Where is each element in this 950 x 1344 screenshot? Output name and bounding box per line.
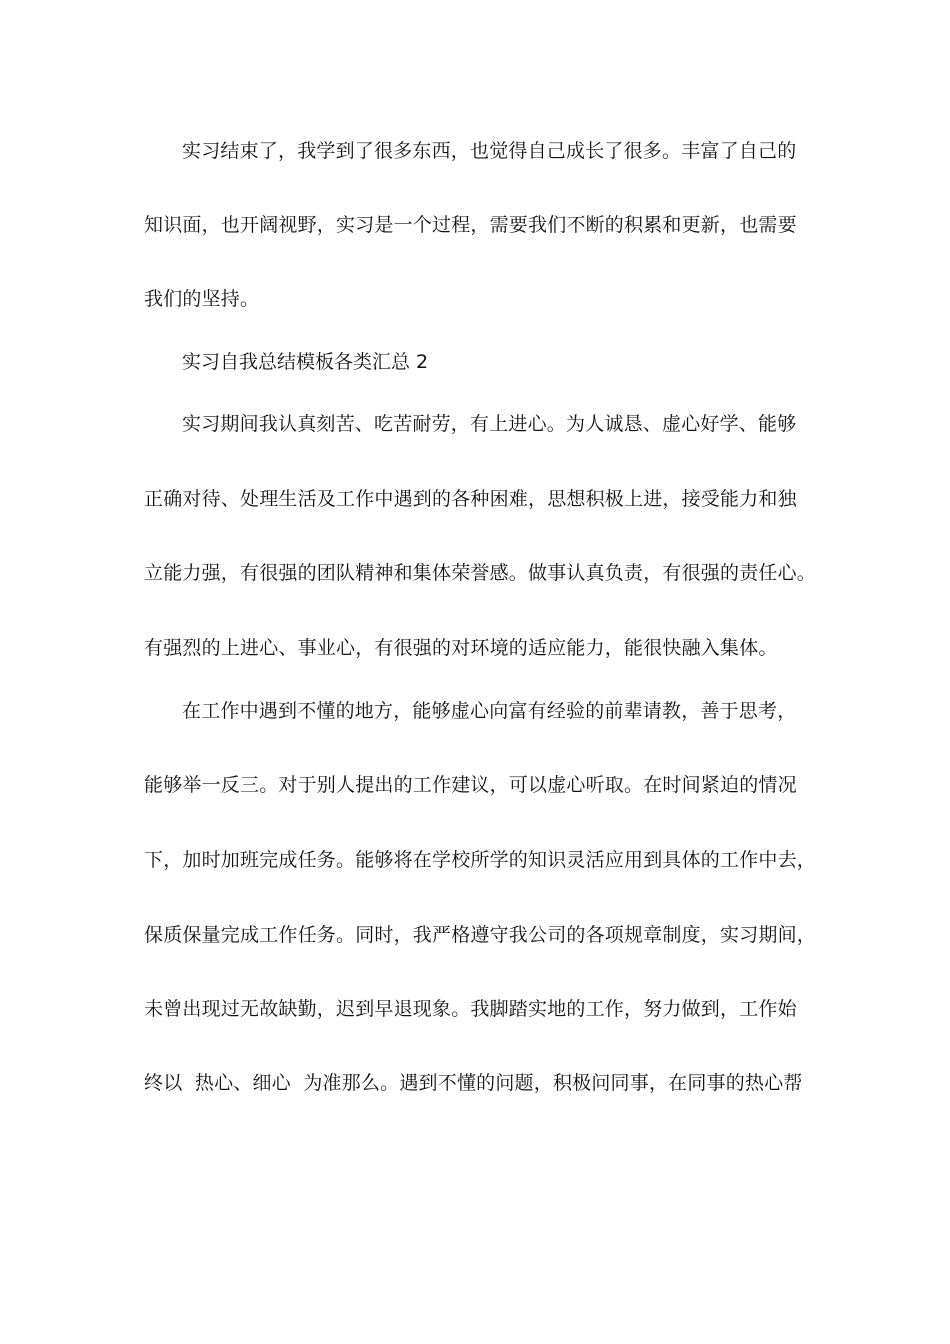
section-heading: 实习自我总结模板各类汇总 2 — [182, 351, 429, 373]
paragraph-2-line-3: 立能力强，有很强的团队精神和集体荣誉感。做事认真负责，有很强的责任心。 — [144, 562, 817, 584]
paragraph-3-line-4: 保质保量完成工作任务。同时，我严格遵守我公司的各项规章制度，实习期间， — [144, 924, 817, 946]
paragraph-3-line-2: 能够举一反三。对于别人提出的工作建议，可以虚心听取。在时间紧迫的情况 — [144, 774, 797, 796]
paragraph-1-line-3: 我们的坚持。 — [144, 288, 260, 310]
paragraph-3-line-3: 下，加时加班完成任务。能够将在学校所学的知识灵活应用到具体的工作中去， — [144, 849, 817, 871]
paragraph-3-line-1: 在工作中遇到不懂的地方，能够虚心向富有经验的前辈请教，善于思考， — [182, 700, 797, 722]
paragraph-1-line-1: 实习结束了，我学到了很多东西，也觉得自己成长了很多。丰富了自己的 — [182, 140, 797, 162]
paragraph-2-line-4: 有强烈的上进心、事业心，有很强的对环境的适应能力，能很快融入集体。 — [144, 637, 778, 659]
paragraph-3-line-5: 未曾出现过无故缺勤，迟到早退现象。我脚踏实地的工作，努力做到，工作始 — [144, 998, 797, 1020]
paragraph-2-line-2: 正确对待、处理生活及工作中遇到的各种困难，思想积极上进，接受能力和独 — [144, 488, 797, 510]
paragraph-3-line-6: 终以 热心、细心 为准那么。遇到不懂的问题，积极问同事，在同事的热心帮 — [144, 1072, 803, 1094]
paragraph-2-line-1: 实习期间我认真刻苦、吃苦耐劳，有上进心。为人诚恳、虚心好学、能够 — [182, 413, 797, 435]
paragraph-1-line-2: 知识面，也开阔视野，实习是一个过程，需要我们不断的积累和更新，也需要 — [144, 214, 797, 236]
